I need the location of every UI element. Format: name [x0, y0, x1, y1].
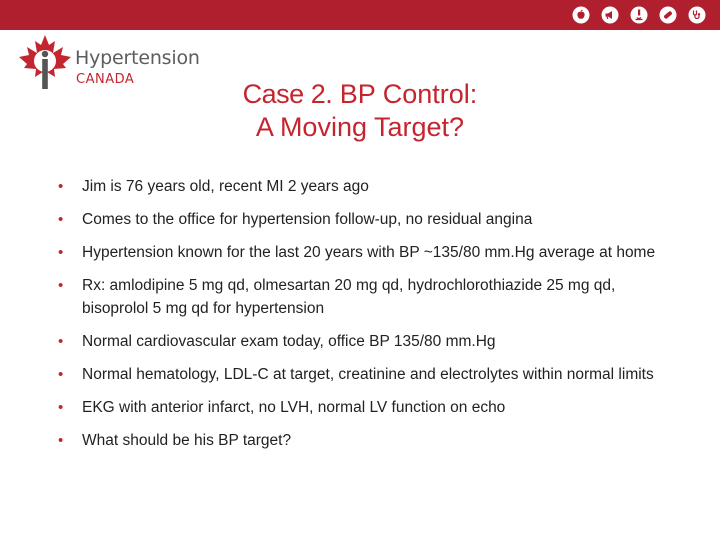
- bullet-item: [58, 429, 678, 452]
- bullet-item: [58, 363, 678, 386]
- bullet-item: [58, 241, 678, 264]
- bullet-dot-icon: •: [58, 366, 64, 383]
- title-case-label: Case 2.: [242, 79, 333, 109]
- case-bullet-list: [58, 175, 678, 462]
- bullet-text: Normal hematology, LDL-C at target, creatinine and electrolytes within normal limits: [82, 366, 654, 383]
- apple-icon[interactable]: [572, 6, 590, 24]
- header-bar: [0, 0, 720, 30]
- slide-title: [180, 78, 540, 144]
- hypertension-canada-logo: [12, 33, 200, 97]
- logo-wordmark-hypertension: Hypertension: [75, 47, 200, 69]
- bullet-item: [58, 175, 678, 198]
- megaphone-icon[interactable]: [601, 6, 619, 24]
- title-topic: BP Control:: [332, 79, 478, 109]
- bullet-dot-icon: •: [58, 333, 64, 350]
- bullet-text: Rx: amlodipine 5 mg qd, olmesartan 20 mg qd, hydrochlorothiazide 25 mg qd, bisoprolol 5 mg qd for hypertension: [82, 277, 616, 317]
- bullet-dot-icon: •: [58, 244, 64, 261]
- bullet-item: [58, 274, 678, 320]
- logo-wordmark-canada: CANADA: [76, 72, 135, 87]
- bullet-item: [58, 208, 678, 231]
- bullet-dot-icon: •: [58, 432, 64, 449]
- bullet-dot-icon: •: [58, 211, 64, 228]
- title-line-2: A Moving Target?: [255, 112, 465, 142]
- bullet-item: [58, 330, 678, 353]
- bullet-text: Jim is 76 years old, recent MI 2 years ago: [82, 178, 369, 195]
- bullet-text: Hypertension known for the last 20 years with BP ~135/80 mm.Hg average at home: [82, 244, 656, 261]
- bullet-text: EKG with anterior infarct, no LVH, normal LV function on echo: [82, 399, 506, 416]
- bullet-dot-icon: •: [58, 399, 64, 416]
- header-icon-group: [572, 5, 706, 25]
- microscope-icon[interactable]: [630, 6, 648, 24]
- bullet-text: What should be his BP target?: [82, 432, 292, 449]
- maple-leaf-logo-icon: [16, 33, 74, 97]
- title-line-1: [180, 78, 540, 111]
- bullet-dot-icon: •: [58, 178, 64, 195]
- bullet-text: Normal cardiovascular exam today, office BP 135/80 mm.Hg: [82, 333, 496, 350]
- bullet-item: [58, 396, 678, 419]
- bullet-text: Comes to the office for hypertension follow-up, no residual angina: [82, 211, 533, 228]
- pill-icon[interactable]: [659, 6, 677, 24]
- bullet-dot-icon: •: [58, 277, 64, 294]
- stethoscope-icon[interactable]: [688, 6, 706, 24]
